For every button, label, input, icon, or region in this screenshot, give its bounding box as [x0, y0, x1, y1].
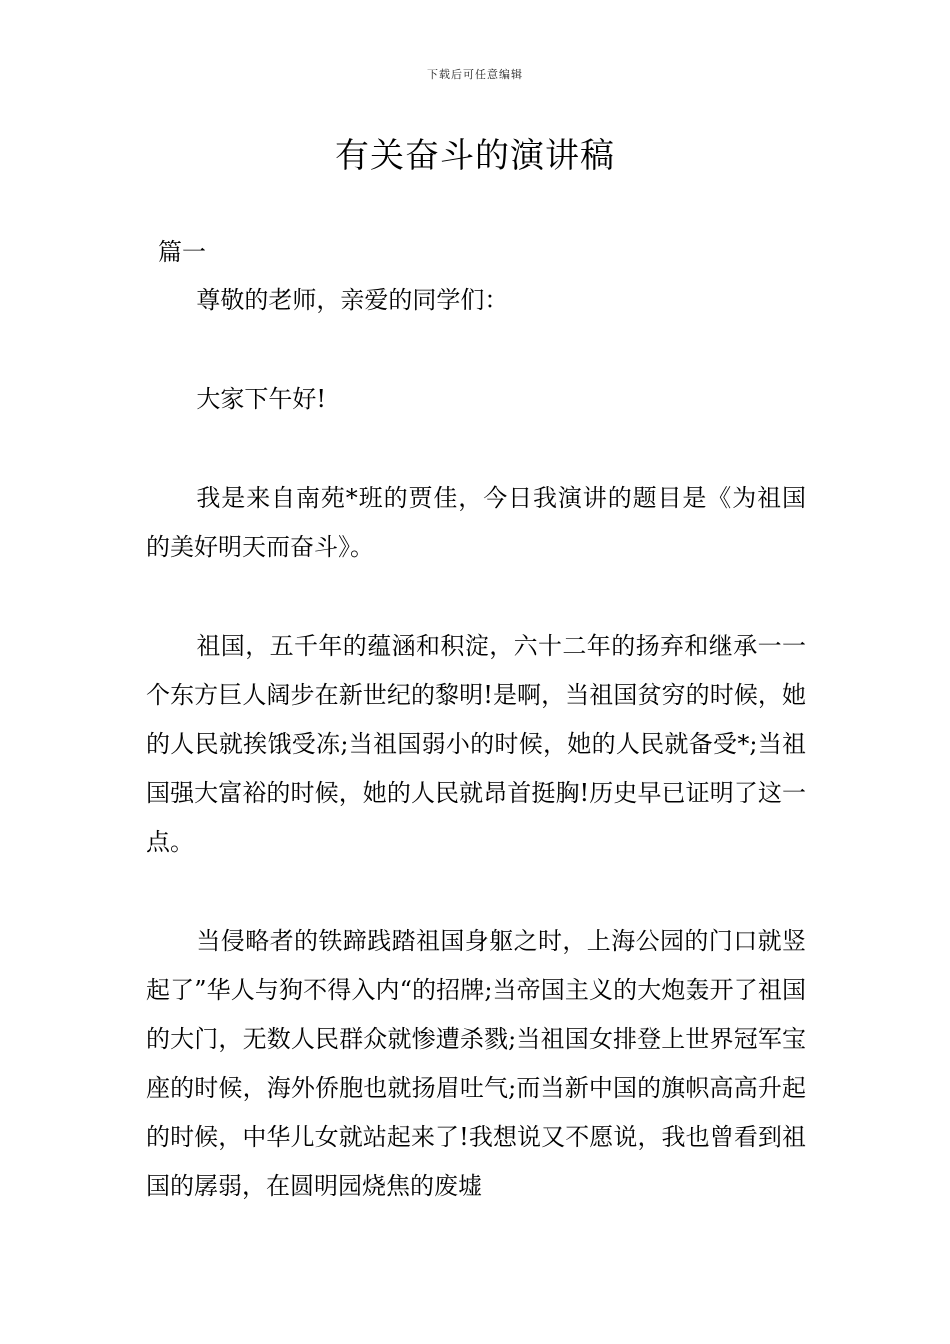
paragraph-history: 当侵略者的铁蹄践踏祖国身躯之时，上海公园的门口就竖起了”华人与狗不得入内“的招牌;当帝国主义的大炮轰开了祖国的大门，无数人民群众就惨遭杀戮;当祖国女排登上世界冠军宝座的时候，海外侨胞也就扬眉吐气;而当新中国的旗帜高高升起的时候，中华儿女就站起来了!我想说又不愿说，我也曾看到祖国的孱弱，在圆明园烧焦的废墟 [146, 927, 806, 1200]
paragraph-salutation: 大家下午好! [196, 385, 327, 413]
header-note: 下载后可任意编辑 [427, 68, 523, 81]
paragraph-motherland: 祖国，五千年的蕴涵和积淀，六十二年的扬弃和继承一一个东方巨人阔步在新世纪的黎明!是啊，当祖国贫穷的时候，她的人民就挨饿受冻;当祖国弱小的时候，她的人民就备受*;当祖国强大富裕的时候，她的人民就昂首挺胸!历史早已证明了这一点。 [146, 632, 806, 856]
section-label: 篇一 [158, 238, 206, 266]
document-title: 有关奋斗的演讲稿 [335, 136, 615, 176]
document-body [146, 276, 806, 1261]
paragraph-greeting: 尊敬的老师，亲爱的同学们： [196, 286, 509, 314]
paragraph-introduction: 我是来自南苑*班的贾佳，今日我演讲的题目是《为祖国的美好明天而奋斗》。 [146, 484, 806, 561]
